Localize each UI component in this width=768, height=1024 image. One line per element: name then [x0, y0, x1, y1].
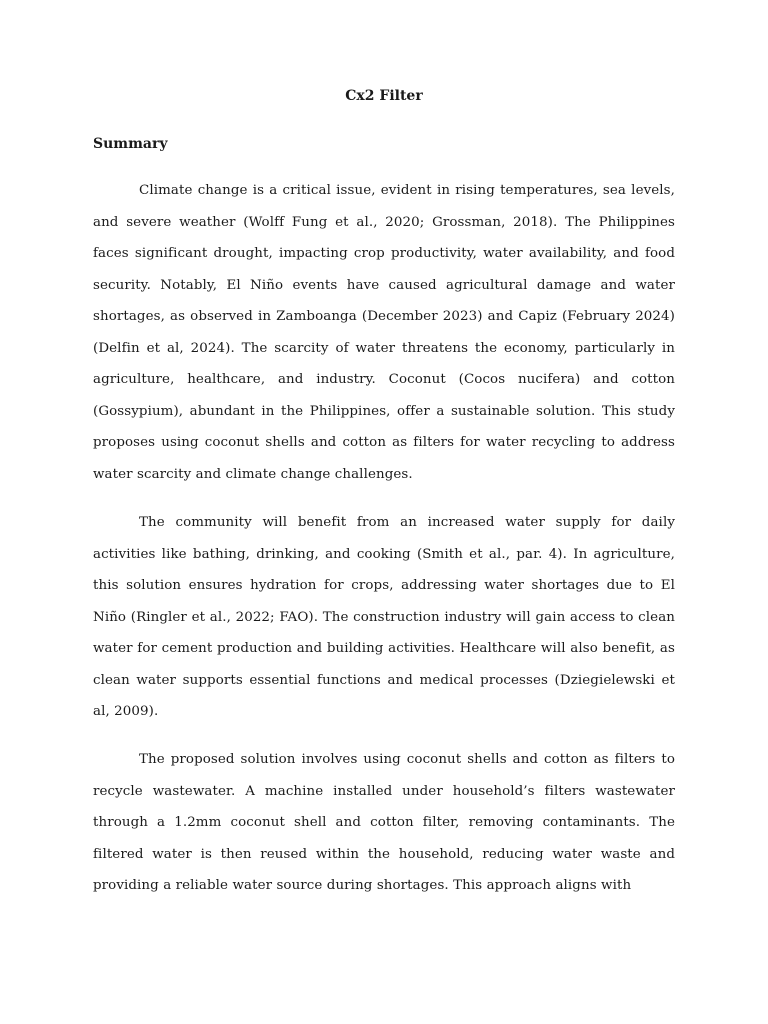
paragraph-proposed-solution: The proposed solution involves using coconut shells and cotton as filters to recycle wastewater. A machine installed under household’s filters wastewater through a 1.2mm coconut shell and cotton filter, removing contaminants. The filtered water is then reused within the household, reducing water waste and providing a reliable water source during shortages. This approach aligns with: [93, 752, 675, 893]
section-heading-summary: Summary: [93, 136, 168, 152]
document-title: Cx2 Filter: [345, 88, 423, 104]
paragraph-community-benefit: The community will benefit from an increased water supply for daily activities like bathing, drinking, and cooking (Smith et al., par. 4). In agriculture, this solution ensures hydration for crops, addressing water shortages due to El Niño (Ringler et al., 2022; FAO). The construction industry will gain access to clean water for cement production and building activities. Healthcare will also benefit, as clean water supports essential functions and medical processes (Dziegielewski et al, 2009).: [93, 515, 675, 719]
paragraph-climate-change: Climate change is a critical issue, evident in rising temperatures, sea levels, and severe weather (Wolff Fung et al., 2020; Grossman, 2018). The Philippines faces significant drought, impacting crop productivity, water availability, and food security. Notably, El Niño events have caused agricultural damage and water shortages, as observed in Zamboanga (December 2023) and Capiz (February 2024) (Delfin et al, 2024). The scarcity of water threatens the economy, particularly in agriculture, healthcare, and industry. Coconut (Cocos nucifera) and cotton (Gossypium), abundant in the Philippines, offer a sustainable solution. This study proposes using coconut shells and cotton as filters for water recycling to address water scarcity and climate change challenges.: [93, 183, 675, 482]
